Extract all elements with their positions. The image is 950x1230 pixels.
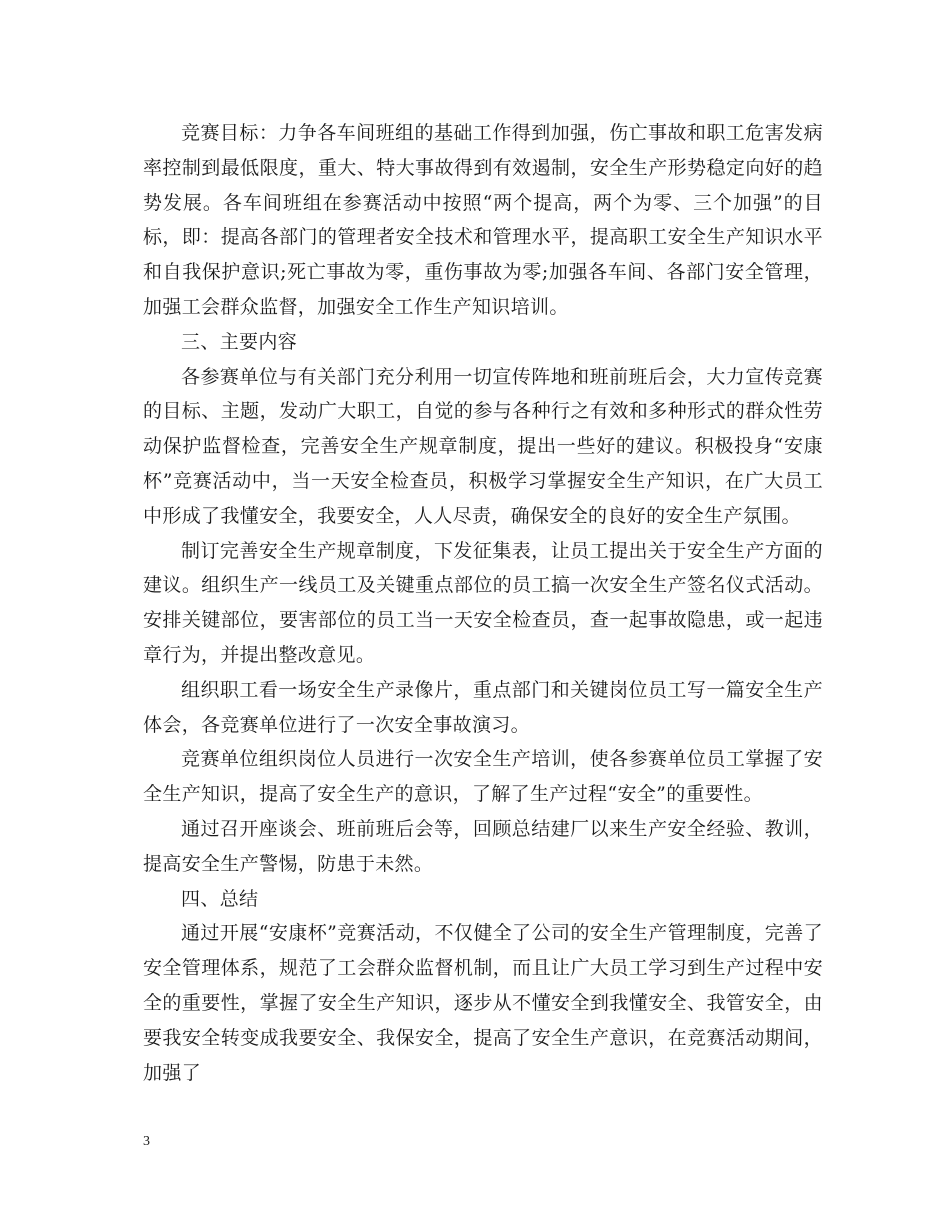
document-page [143, 116, 823, 1090]
section-heading-summary: 四、总结 [181, 887, 259, 910]
paragraph-video: 组织职工看一场安全生产录像片，重点部门和关键岗位员工写一篇安全生产体会，各竞赛单位进行了一次安全事故演习。 [143, 678, 823, 736]
section-heading-main-content: 三、主要内容 [181, 330, 298, 353]
paragraph-summary: 通过开展“安康杯”竞赛活动，不仅健全了公司的安全生产管理制度，完善了安全管理体系，规范了工会群众监督机制，而且让广大员工学习到生产过程中安全的重要性，掌握了安全生产知识，逐步从不懂安全到我懂安全、我管安全，由要我安全转变成我要安全、我保安全，提高了安全生产意识，在竞赛活动期间，加强了 [143, 922, 823, 1084]
paragraph-publicity: 各参赛单位与有关部门充分利用一切宣传阵地和班前班后会，大力宣传竞赛的目标、主题，发动广大职工，自觉的参与各种行之有效和多种形式的群众性劳动保护监督检查，完善安全生产规章制度，提出一些好的建议。积极投身“安康杯”竞赛活动中，当一天安全检查员，积极学习掌握安全生产知识，在广大员工中形成了我懂安全，我要安全，人人尽责，确保安全的良好的安全生产氛围。 [143, 365, 823, 527]
paragraph-regulations: 制订完善安全生产规章制度，下发征集表，让员工提出关于安全生产方面的建议。组织生产一线员工及关键重点部位的员工搞一次安全生产签名仪式活动。安排关键部位，要害部位的员工当一天安全检查员，查一起事故隐患，或一起违章行为，并提出整改意见。 [143, 539, 823, 666]
paragraph-competition-goal: 竞赛目标：力争各车间班组的基础工作得到加强，伤亡事故和职工危害发病率控制到最低限度，重大、特大事故得到有效遏制，安全生产形势稳定向好的趋势发展。各车间班组在参赛活动中按照“两个提高，两个为零、三个加强”的目标，即：提高各部门的管理者安全技术和管理水平，提高职工安全生产知识水平和自我保护意识;死亡事故为零，重伤事故为零;加强各车间、各部门安全管理，加强工会群众监督，加强安全工作生产知识培训。 [143, 122, 823, 318]
page-number: 3 [143, 1134, 150, 1149]
paragraph-training: 竞赛单位组织岗位人员进行一次安全生产培训，使各参赛单位员工掌握了安全生产知识，提高了安全生产的意识，了解了生产过程“安全”的重要性。 [143, 748, 823, 806]
paragraph-meetings: 通过召开座谈会、班前班后会等，回顾总结建厂以来生产安全经验、教训，提高安全生产警惕，防患于未然。 [143, 817, 823, 875]
